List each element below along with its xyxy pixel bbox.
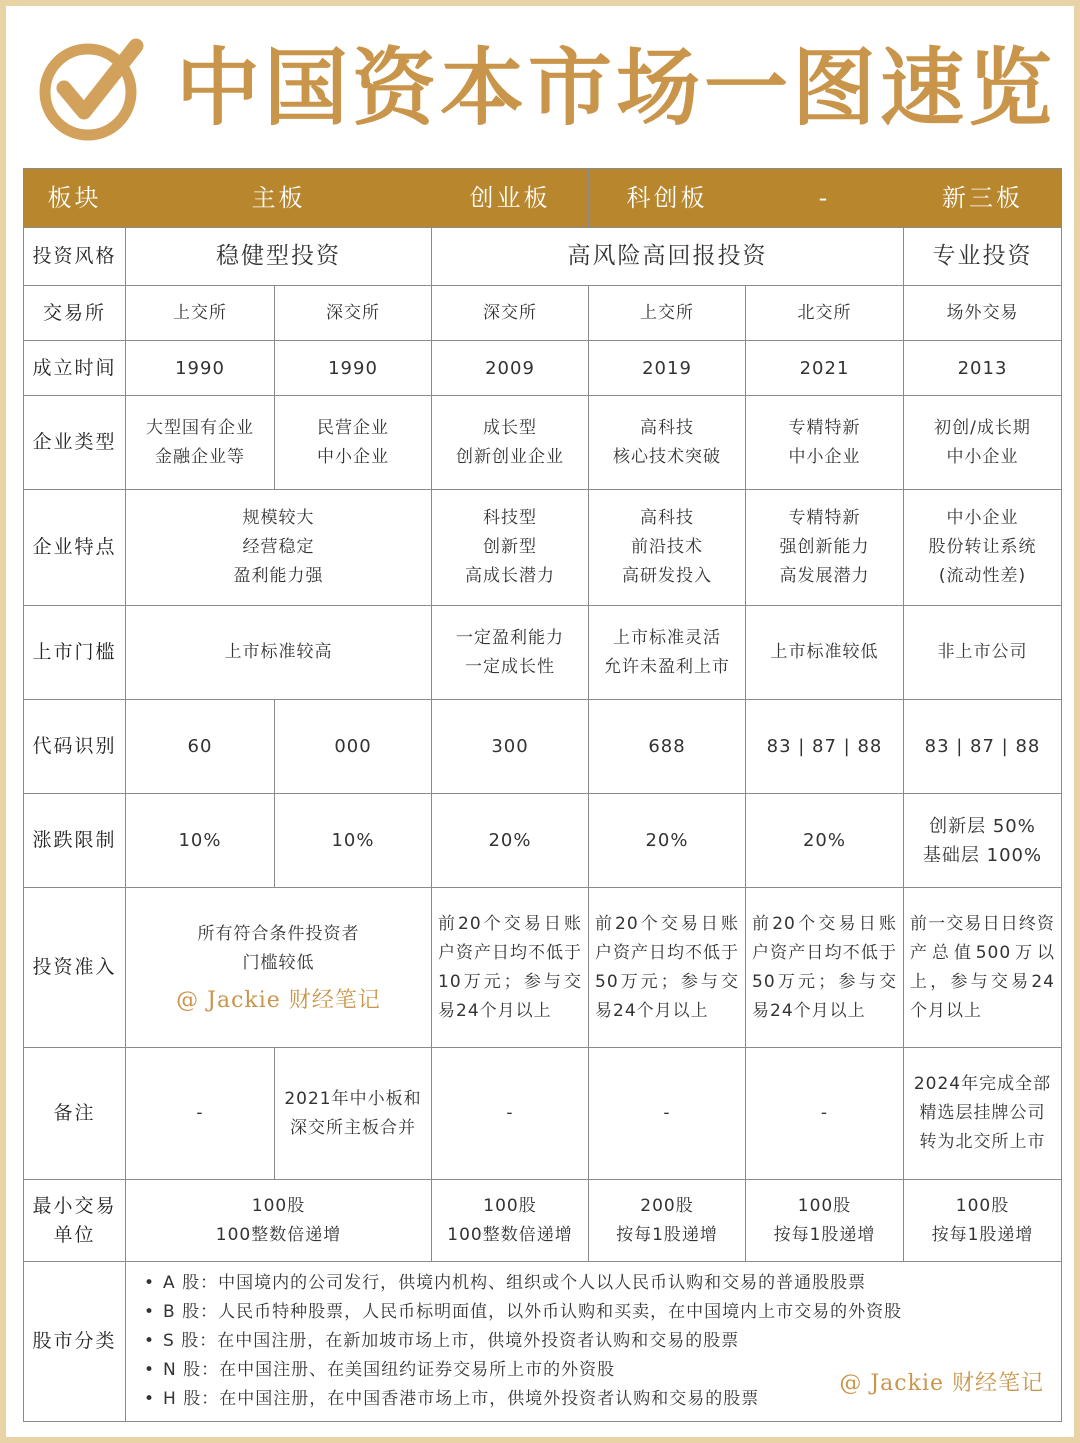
exchange-cell: 深交所 bbox=[432, 286, 589, 341]
row-label: 企业类型 bbox=[24, 396, 126, 490]
row-exchange bbox=[24, 286, 1062, 341]
style-neeq: 专业投资 bbox=[904, 228, 1062, 286]
row-code bbox=[24, 700, 1062, 794]
list-item: • H 股：在中国注册，在中国香港市场上市，供境外投资者认购和交易的股票 bbox=[144, 1385, 1043, 1414]
founded-cell: 2019 bbox=[589, 341, 746, 396]
header-sector: 板块 bbox=[24, 169, 126, 228]
header bbox=[0, 0, 1080, 170]
limit-cell: 10% bbox=[126, 794, 275, 888]
row-label: 上市门槛 bbox=[24, 606, 126, 700]
access-cell: 前20个交易日账户资产日均不低于10万元；参与交易24个月以上 bbox=[432, 888, 589, 1048]
features-main: 规模较大 经营稳定 盈利能力强 bbox=[126, 490, 432, 606]
row-limit bbox=[24, 794, 1062, 888]
min-unit-cell: 100股 按每1股递增 bbox=[904, 1180, 1062, 1262]
row-classification bbox=[24, 1262, 1062, 1422]
style-growth: 高风险高回报投资 bbox=[432, 228, 904, 286]
header-main-board: 主板 bbox=[126, 169, 432, 228]
code-cell: 60 bbox=[126, 700, 275, 794]
company-type-cell: 高科技 核心技术突破 bbox=[589, 396, 746, 490]
watermark: @ Jackie 财经笔记 bbox=[176, 988, 381, 1013]
access-cell: 前20个交易日账户资产日均不低于50万元；参与交易24个月以上 bbox=[746, 888, 904, 1048]
limit-cell: 20% bbox=[432, 794, 589, 888]
limit-cell: 20% bbox=[746, 794, 904, 888]
list-item: • B 股：人民币特种股票，人民币标明面值，以外币认购和买卖，在中国境内上市交易的外资股 bbox=[144, 1298, 1043, 1327]
min-unit-cell: 200股 按每1股递增 bbox=[589, 1180, 746, 1262]
row-style bbox=[24, 228, 1062, 286]
row-label: 股市分类 bbox=[24, 1262, 126, 1422]
remark-cell: 2024年完成全部 精选层挂牌公司 转为北交所上市 bbox=[904, 1048, 1062, 1180]
exchange-cell: 上交所 bbox=[126, 286, 275, 341]
page-title: 中国资本市场一图速览 bbox=[176, 38, 1057, 137]
row-label: 企业特点 bbox=[24, 490, 126, 606]
min-unit-cell: 100股 按每1股递增 bbox=[746, 1180, 904, 1262]
row-min-unit bbox=[24, 1180, 1062, 1262]
threshold-cell: 一定盈利能力 一定成长性 bbox=[432, 606, 589, 700]
code-cell: 300 bbox=[432, 700, 589, 794]
company-type-cell: 专精特新 中小企业 bbox=[746, 396, 904, 490]
founded-cell: 1990 bbox=[275, 341, 432, 396]
remark-cell: 2021年中小板和 深交所主板合并 bbox=[275, 1048, 432, 1180]
company-type-cell: 民营企业 中小企业 bbox=[275, 396, 432, 490]
threshold-main: 上市标准较高 bbox=[126, 606, 432, 700]
header-bse: - bbox=[746, 169, 904, 228]
access-cell: 前20个交易日账户资产日均不低于50万元；参与交易24个月以上 bbox=[589, 888, 746, 1048]
min-unit-main: 100股 100整数倍递增 bbox=[126, 1180, 432, 1262]
threshold-cell: 上市标准灵活 允许未盈利上市 bbox=[589, 606, 746, 700]
row-features bbox=[24, 490, 1062, 606]
company-type-cell: 大型国有企业 金融企业等 bbox=[126, 396, 275, 490]
code-cell: 83 | 87 | 88 bbox=[904, 700, 1062, 794]
founded-cell: 2021 bbox=[746, 341, 904, 396]
min-unit-cell: 100股 100整数倍递增 bbox=[432, 1180, 589, 1262]
header-star-market: 科创板 bbox=[589, 169, 746, 228]
founded-cell: 2009 bbox=[432, 341, 589, 396]
header-chinext: 创业板 bbox=[432, 169, 589, 228]
founded-cell: 1990 bbox=[126, 341, 275, 396]
threshold-cell: 上市标准较低 bbox=[746, 606, 904, 700]
header-row bbox=[24, 169, 1062, 228]
limit-cell: 10% bbox=[275, 794, 432, 888]
exchange-cell: 深交所 bbox=[275, 286, 432, 341]
row-label: 交易所 bbox=[24, 286, 126, 341]
features-cell: 专精特新 强创新能力 高发展潜力 bbox=[746, 490, 904, 606]
row-company-type bbox=[24, 396, 1062, 490]
row-label: 备注 bbox=[24, 1048, 126, 1180]
market-table bbox=[23, 168, 1062, 1422]
code-cell: 000 bbox=[275, 700, 432, 794]
limit-cell: 20% bbox=[589, 794, 746, 888]
header-neeq: 新三板 bbox=[904, 169, 1062, 228]
row-founded bbox=[24, 341, 1062, 396]
limit-neeq: 创新层 50% 基础层 100% bbox=[904, 794, 1062, 888]
features-cell: 科技型 创新型 高成长潜力 bbox=[432, 490, 589, 606]
list-item: • N 股：在中国注册、在美国纽约证券交易所上市的外资股 bbox=[144, 1356, 1043, 1385]
code-cell: 688 bbox=[589, 700, 746, 794]
founded-cell: 2013 bbox=[904, 341, 1062, 396]
classification-list bbox=[126, 1262, 1062, 1422]
access-main: 所有符合条件投资者 门槛较低 @ Jackie 财经笔记 bbox=[126, 888, 432, 1048]
row-label: 涨跌限制 bbox=[24, 794, 126, 888]
remark-cell: - bbox=[746, 1048, 904, 1180]
features-cell: 中小企业 股份转让系统 (流动性差) bbox=[904, 490, 1062, 606]
company-type-cell: 初创/成长期 中小企业 bbox=[904, 396, 1062, 490]
row-label: 成立时间 bbox=[24, 341, 126, 396]
list-item: • A 股：中国境内的公司发行，供境内机构、组织或个人以人民币认购和交易的普通股股票 bbox=[144, 1269, 1043, 1298]
remark-cell: - bbox=[589, 1048, 746, 1180]
access-cell: 前一交易日日终资产总值500万以上，参与交易24个月以上 bbox=[904, 888, 1062, 1048]
exchange-cell: 场外交易 bbox=[904, 286, 1062, 341]
row-label: 最小交易单位 bbox=[24, 1180, 126, 1262]
row-threshold bbox=[24, 606, 1062, 700]
row-access bbox=[24, 888, 1062, 1048]
row-label: 代码识别 bbox=[24, 700, 126, 794]
exchange-cell: 上交所 bbox=[589, 286, 746, 341]
company-type-cell: 成长型 创新创业企业 bbox=[432, 396, 589, 490]
row-label: 投资风格 bbox=[24, 228, 126, 286]
list-item: • S 股：在中国注册，在新加坡市场上市，供境外投资者认购和交易的股票 bbox=[144, 1327, 1043, 1356]
watermark-bottom: @ Jackie 财经笔记 bbox=[839, 1371, 1044, 1396]
code-cell: 83 | 87 | 88 bbox=[746, 700, 904, 794]
style-main: 稳健型投资 bbox=[126, 228, 432, 286]
remark-cell: - bbox=[126, 1048, 275, 1180]
threshold-cell: 非上市公司 bbox=[904, 606, 1062, 700]
exchange-cell: 北交所 bbox=[746, 286, 904, 341]
remark-cell: - bbox=[432, 1048, 589, 1180]
row-label: 投资准入 bbox=[24, 888, 126, 1048]
row-remark bbox=[24, 1048, 1062, 1180]
features-cell: 高科技 前沿技术 高研发投入 bbox=[589, 490, 746, 606]
checkmark-circle-icon bbox=[36, 34, 148, 146]
